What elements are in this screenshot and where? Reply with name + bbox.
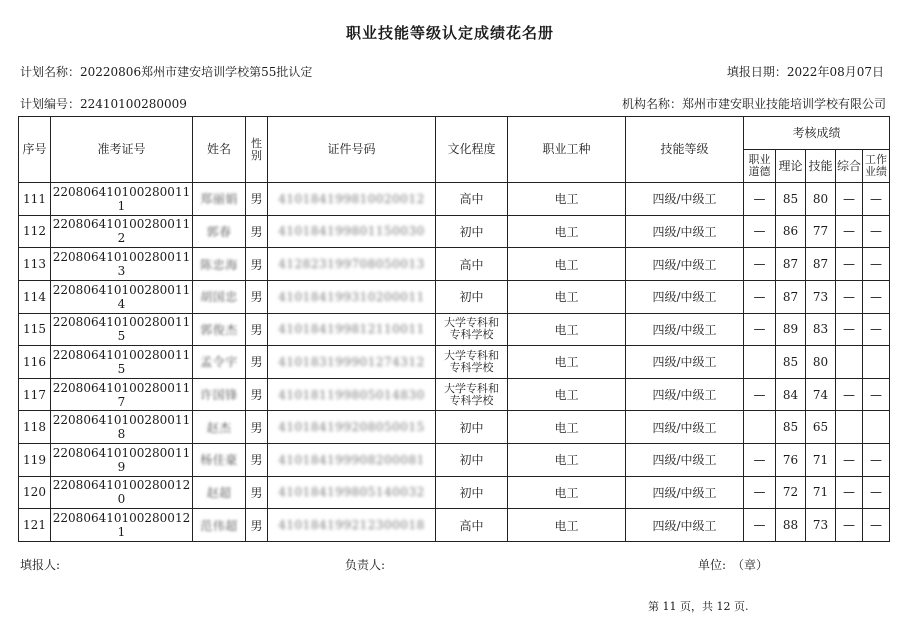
cell-occupation: 电工 <box>508 215 626 248</box>
cell-comprehensive-value: — <box>843 322 855 337</box>
cell-theory: 85 <box>776 183 806 216</box>
education-line-2: 专科学校 <box>449 393 494 407</box>
cell-id-number <box>268 248 436 281</box>
table-row <box>19 378 890 411</box>
cell-skill: 71 <box>806 444 836 477</box>
cell-comprehensive <box>836 444 863 477</box>
cell-education: 高中 <box>436 248 508 281</box>
cell-skill: 73 <box>806 280 836 313</box>
cell-seq: 119 <box>19 444 51 477</box>
cell-comprehensive <box>836 346 863 379</box>
cell-skill: 80 <box>806 346 836 379</box>
cell-level: 四级/中级工 <box>626 444 744 477</box>
cell-education: 初中 <box>436 411 508 444</box>
cell-ethics-value: — <box>753 485 766 500</box>
cell-theory: 89 <box>776 313 806 346</box>
cell-theory: 76 <box>776 444 806 477</box>
cell-work-performance <box>863 509 890 542</box>
cell-theory: 88 <box>776 509 806 542</box>
cell-ethics-value: — <box>753 322 766 337</box>
cell-work-performance <box>863 378 890 411</box>
cell-work-performance-value: — <box>870 518 883 533</box>
cell-id-number <box>268 346 436 379</box>
cell-seq: 118 <box>19 411 51 444</box>
cell-ethics-value: — <box>753 452 766 467</box>
cell-skill: 87 <box>806 248 836 281</box>
roster-body <box>19 183 890 542</box>
cell-name-value: 许国锋 <box>200 388 238 403</box>
cell-occupation: 电工 <box>508 248 626 281</box>
cell-education: 初中 <box>436 215 508 248</box>
cell-ethics-value: — <box>753 518 766 533</box>
header-comprehensive: 综合 <box>836 150 863 183</box>
cell-name-value: 杨佳豪 <box>200 453 238 468</box>
cell-name-value: 郑丽娟 <box>200 192 238 207</box>
cell-comprehensive-value: — <box>843 191 855 206</box>
header-gender <box>246 117 268 183</box>
cell-occupation: 电工 <box>508 280 626 313</box>
cell-gender: 男 <box>246 476 268 509</box>
cell-ethics <box>744 215 776 248</box>
cell-name-value: 赵杰 <box>206 420 232 435</box>
cell-id-number-value: 410184199805140032 <box>278 485 425 500</box>
cell-occupation: 电工 <box>508 444 626 477</box>
header-skill: 技能 <box>806 150 836 183</box>
cell-comprehensive-value: — <box>843 518 855 533</box>
cell-work-performance-value: — <box>870 452 883 467</box>
cell-level: 四级/中级工 <box>626 248 744 281</box>
cell-comprehensive <box>836 476 863 509</box>
cell-id-number-value: 410184199310200011 <box>278 289 425 304</box>
cell-work-performance-value: — <box>870 224 883 239</box>
cell-id-number <box>268 215 436 248</box>
cell-exam-no: 220806410100280011 1 <box>51 183 193 216</box>
cell-ethics-value: — <box>753 387 766 402</box>
education-line-1: 大学专科和 <box>444 348 499 362</box>
cell-name-value: 孟令宇 <box>200 355 238 370</box>
cell-id-number-value: 410184199908200081 <box>278 452 425 467</box>
cell-exam-no: 220806410100280011 3 <box>51 248 193 281</box>
cell-skill: 73 <box>806 509 836 542</box>
cell-occupation: 电工 <box>508 411 626 444</box>
cell-id-number-value: 410183199901274312 <box>278 354 425 369</box>
cell-education: 高中 <box>436 509 508 542</box>
header-name: 姓名 <box>193 117 246 183</box>
cell-gender: 男 <box>246 215 268 248</box>
cell-skill: 80 <box>806 183 836 216</box>
cell-theory: 86 <box>776 215 806 248</box>
cell-work-performance <box>863 411 890 444</box>
table-row <box>19 280 890 313</box>
cell-ethics-value: — <box>753 257 766 272</box>
table-row <box>19 215 890 248</box>
page-number: 第 11 页，共 12 页. <box>648 600 749 613</box>
cell-exam-no: 220806410100280011 5 <box>51 313 193 346</box>
cell-level: 四级/中级工 <box>626 346 744 379</box>
cell-id-number <box>268 183 436 216</box>
header-id-no: 证件号码 <box>268 117 436 183</box>
cell-ethics <box>744 509 776 542</box>
cell-id-number <box>268 411 436 444</box>
cell-skill: 71 <box>806 476 836 509</box>
cell-exam-no: 220806410100280011 2 <box>51 215 193 248</box>
cell-seq: 120 <box>19 476 51 509</box>
cell-level: 四级/中级工 <box>626 476 744 509</box>
score-roster-table <box>18 116 890 542</box>
cell-theory: 85 <box>776 411 806 444</box>
table-row <box>19 183 890 216</box>
cell-id-number-value: 412823199708050013 <box>278 257 425 272</box>
cell-ethics <box>744 444 776 477</box>
header-exam-no: 准考证号 <box>51 117 193 183</box>
cell-name <box>193 509 246 542</box>
cell-level: 四级/中级工 <box>626 313 744 346</box>
cell-occupation: 电工 <box>508 476 626 509</box>
cell-occupation: 电工 <box>508 346 626 379</box>
cell-ethics-value: — <box>753 289 766 304</box>
cell-id-number <box>268 476 436 509</box>
cell-level: 四级/中级工 <box>626 378 744 411</box>
cell-name <box>193 183 246 216</box>
cell-comprehensive-value: — <box>843 224 855 239</box>
cell-name <box>193 476 246 509</box>
header-work-performance-label: 工作业绩 <box>865 153 888 178</box>
cell-comprehensive-value: — <box>843 485 855 500</box>
cell-work-performance <box>863 248 890 281</box>
cell-level: 四级/中级工 <box>626 509 744 542</box>
cell-gender: 男 <box>246 509 268 542</box>
cell-theory: 84 <box>776 378 806 411</box>
header-gender-label: 性别 <box>251 136 262 162</box>
table-row <box>19 313 890 346</box>
cell-skill: 74 <box>806 378 836 411</box>
cell-level: 四级/中级工 <box>626 183 744 216</box>
header-ethics <box>744 150 776 183</box>
cell-work-performance-value: — <box>870 257 883 272</box>
education-two-line <box>444 383 499 407</box>
cell-ethics <box>744 476 776 509</box>
cell-id-number-value: 410184199812110011 <box>278 322 425 337</box>
cell-level: 四级/中级工 <box>626 411 744 444</box>
plan-number: 计划编号：22410100280009 <box>20 97 187 111</box>
cell-gender: 男 <box>246 183 268 216</box>
cell-education: 高中 <box>436 183 508 216</box>
cell-id-number <box>268 313 436 346</box>
cell-id-number <box>268 280 436 313</box>
cell-ethics <box>744 378 776 411</box>
cell-name <box>193 248 246 281</box>
cell-ethics-value: — <box>753 224 766 239</box>
cell-gender: 男 <box>246 444 268 477</box>
cell-level: 四级/中级工 <box>626 215 744 248</box>
cell-name <box>193 346 246 379</box>
cell-name-value: 郭春 <box>206 224 232 239</box>
cell-occupation: 电工 <box>508 183 626 216</box>
cell-name <box>193 280 246 313</box>
cell-comprehensive <box>836 509 863 542</box>
cell-seq: 117 <box>19 378 51 411</box>
cell-occupation: 电工 <box>508 509 626 542</box>
cell-work-performance <box>863 215 890 248</box>
education-line-2: 专科学校 <box>449 328 494 342</box>
cell-comprehensive-value: — <box>843 289 855 304</box>
header-theory: 理论 <box>776 150 806 183</box>
cell-id-number-value: 410184199810020012 <box>278 191 425 206</box>
cell-exam-no: 220806410100280012 0 <box>51 476 193 509</box>
cell-seq: 121 <box>19 509 51 542</box>
cell-seq: 111 <box>19 183 51 216</box>
cell-work-performance-value: — <box>870 485 883 500</box>
cell-ethics <box>744 248 776 281</box>
cell-ethics <box>744 280 776 313</box>
cell-level: 四级/中级工 <box>626 280 744 313</box>
table-row <box>19 476 890 509</box>
cell-theory: 87 <box>776 280 806 313</box>
cell-ethics-value: — <box>753 191 766 206</box>
cell-exam-no: 220806410100280012 1 <box>51 509 193 542</box>
responsible-label: 负责人: <box>345 558 386 572</box>
cell-work-performance-value: — <box>870 322 883 337</box>
cell-education <box>436 313 508 346</box>
plan-name: 计划名称：20220806郑州市建安培训学校第55批认定 <box>20 65 313 79</box>
cell-id-number-value: 410184199212300018 <box>278 518 425 533</box>
cell-gender: 男 <box>246 378 268 411</box>
cell-work-performance-value: — <box>870 289 883 304</box>
cell-comprehensive-value: — <box>843 387 855 402</box>
cell-education <box>436 378 508 411</box>
cell-comprehensive <box>836 215 863 248</box>
cell-name <box>193 378 246 411</box>
cell-seq: 112 <box>19 215 51 248</box>
cell-comprehensive <box>836 411 863 444</box>
cell-gender: 男 <box>246 248 268 281</box>
cell-occupation: 电工 <box>508 313 626 346</box>
cell-gender: 男 <box>246 313 268 346</box>
cell-name-value: 郭俊杰 <box>200 322 238 337</box>
cell-education <box>436 346 508 379</box>
cell-id-number-value: 410181199805014830 <box>278 387 425 402</box>
cell-gender: 男 <box>246 411 268 444</box>
table-row <box>19 346 890 379</box>
cell-skill: 77 <box>806 215 836 248</box>
header-seq: 序号 <box>19 117 51 183</box>
table-row <box>19 509 890 542</box>
organization-name: 机构名称：郑州市建安职业技能培训学校有限公司 <box>621 97 886 111</box>
table-row <box>19 248 890 281</box>
table-row <box>19 444 890 477</box>
header-ethics-label: 职业道德 <box>748 153 771 178</box>
education-line-2: 专科学校 <box>449 360 494 374</box>
cell-occupation: 电工 <box>508 378 626 411</box>
cell-ethics <box>744 313 776 346</box>
cell-comprehensive <box>836 378 863 411</box>
cell-exam-no: 220806410100280011 7 <box>51 378 193 411</box>
cell-id-number-value: 410184199208050015 <box>278 420 425 435</box>
cell-id-number <box>268 444 436 477</box>
cell-name <box>193 215 246 248</box>
cell-work-performance-value: — <box>870 387 883 402</box>
cell-education: 初中 <box>436 280 508 313</box>
unit-seal-label: 单位: （章） <box>698 558 769 572</box>
education-two-line <box>444 317 499 341</box>
cell-education: 初中 <box>436 444 508 477</box>
cell-ethics <box>744 411 776 444</box>
cell-id-number <box>268 378 436 411</box>
cell-comprehensive <box>836 183 863 216</box>
cell-comprehensive-value: — <box>843 257 855 272</box>
education-line-1: 大学专科和 <box>444 381 499 395</box>
cell-work-performance <box>863 346 890 379</box>
cell-work-performance <box>863 476 890 509</box>
cell-name <box>193 444 246 477</box>
cell-gender: 男 <box>246 346 268 379</box>
cell-work-performance <box>863 313 890 346</box>
cell-exam-no: 220806410100280011 9 <box>51 444 193 477</box>
cell-name <box>193 313 246 346</box>
cell-comprehensive <box>836 248 863 281</box>
fill-date: 填报日期：2022年08月07日 <box>726 65 884 79</box>
header-education: 文化程度 <box>436 117 508 183</box>
cell-work-performance <box>863 183 890 216</box>
cell-id-number <box>268 509 436 542</box>
cell-comprehensive <box>836 313 863 346</box>
cell-name-value: 赵超 <box>206 485 232 500</box>
cell-gender: 男 <box>246 280 268 313</box>
cell-exam-no: 220806410100280011 8 <box>51 411 193 444</box>
document-title: 职业技能等级认定成绩花名册 <box>345 24 554 42</box>
cell-exam-no: 220806410100280011 5 <box>51 346 193 379</box>
table-row <box>19 411 890 444</box>
cell-name-value: 陈忠海 <box>200 257 238 272</box>
cell-comprehensive <box>836 280 863 313</box>
education-two-line <box>444 350 499 374</box>
header-work-performance <box>863 150 890 183</box>
education-line-1: 大学专科和 <box>444 316 499 330</box>
cell-id-number-value: 410184199801150030 <box>278 224 425 239</box>
cell-skill: 83 <box>806 313 836 346</box>
cell-seq: 113 <box>19 248 51 281</box>
cell-ethics <box>744 346 776 379</box>
header-scores: 考核成绩 <box>744 117 890 150</box>
cell-work-performance <box>863 280 890 313</box>
cell-theory: 72 <box>776 476 806 509</box>
cell-ethics <box>744 183 776 216</box>
cell-work-performance-value: — <box>870 191 883 206</box>
cell-skill: 65 <box>806 411 836 444</box>
cell-exam-no: 220806410100280011 4 <box>51 280 193 313</box>
cell-name-value: 范伟超 <box>200 518 238 533</box>
cell-seq: 116 <box>19 346 51 379</box>
cell-education: 初中 <box>436 476 508 509</box>
header-level: 技能等级 <box>626 117 744 183</box>
header-occupation: 职业工种 <box>508 117 626 183</box>
cell-seq: 114 <box>19 280 51 313</box>
cell-name-value: 胡国忠 <box>200 290 238 305</box>
cell-theory: 85 <box>776 346 806 379</box>
cell-seq: 115 <box>19 313 51 346</box>
cell-work-performance <box>863 444 890 477</box>
cell-comprehensive-value: — <box>843 452 855 467</box>
cell-theory: 87 <box>776 248 806 281</box>
cell-name <box>193 411 246 444</box>
filler-label: 填报人: <box>20 558 61 572</box>
